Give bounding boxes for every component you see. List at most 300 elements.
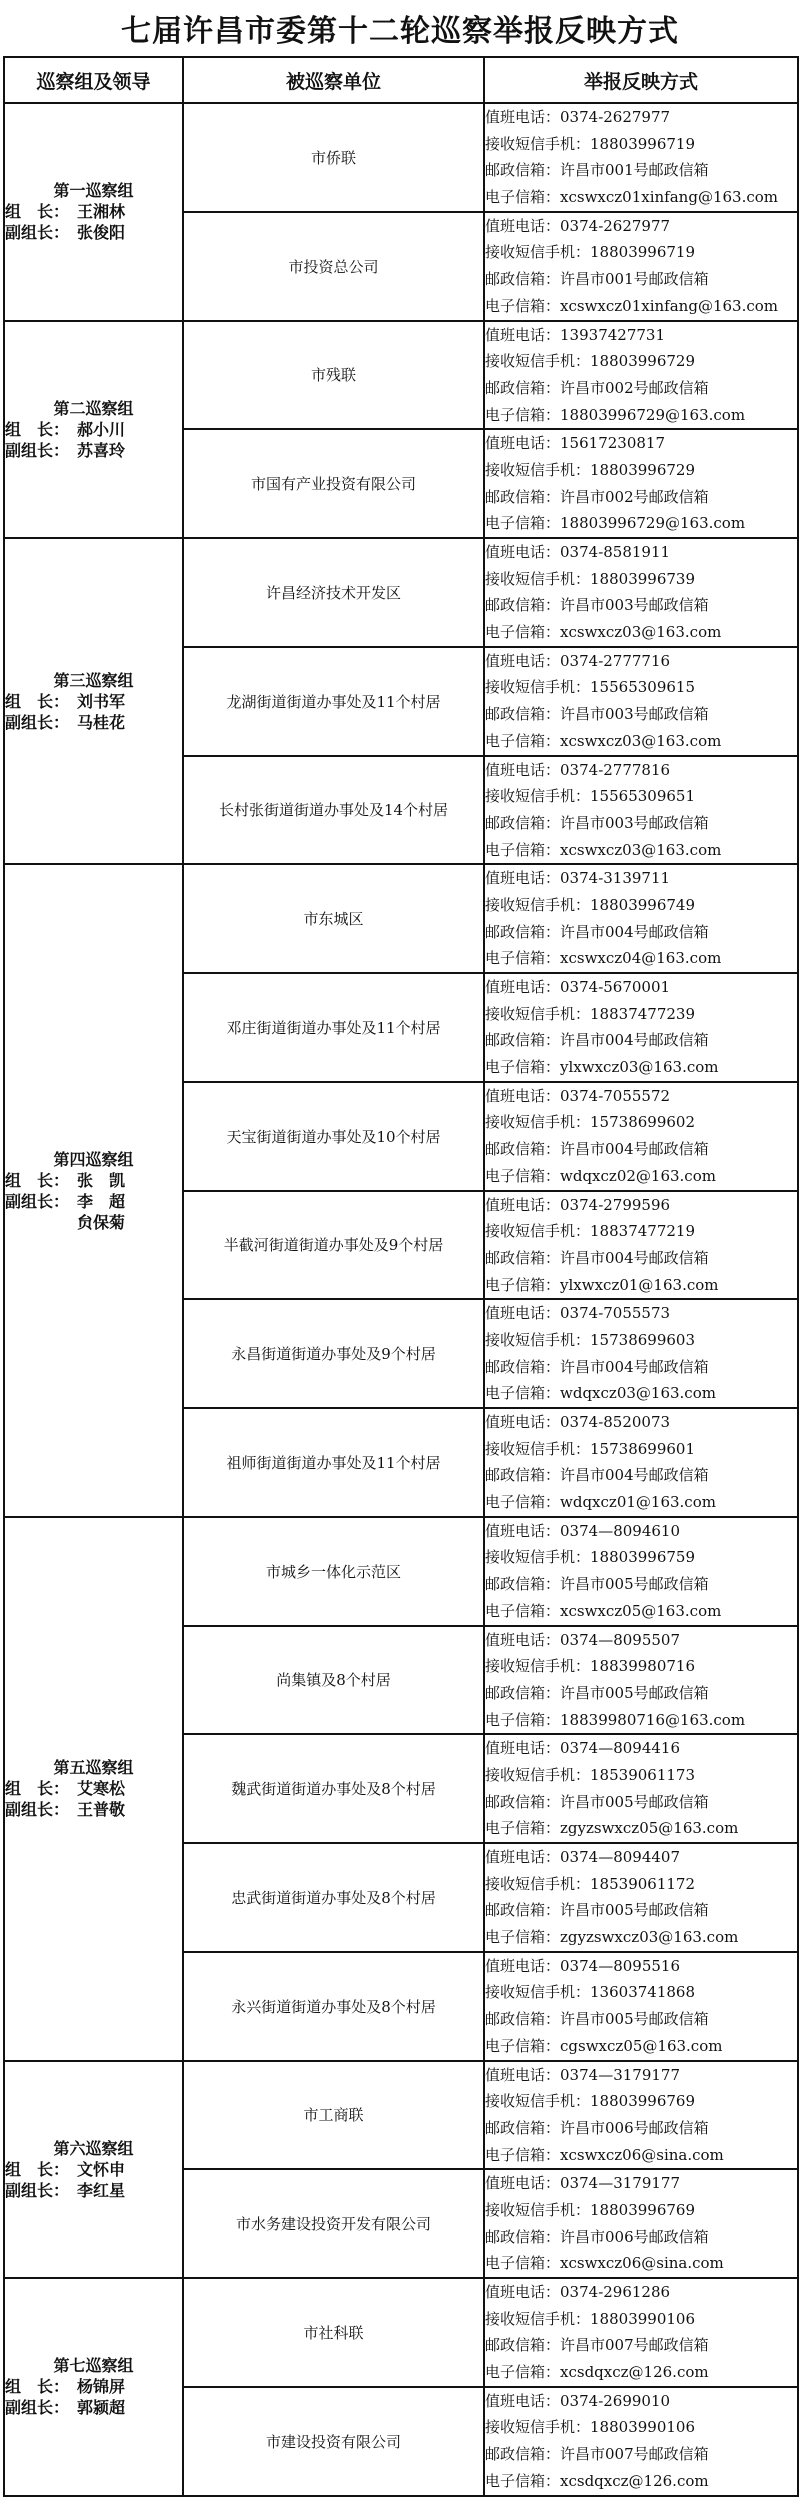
sms-phone-line: [485, 2197, 797, 2224]
sms-phone-line-value: 18803996749: [590, 895, 695, 914]
sms-phone-line-label: 接收短信手机：: [485, 1222, 591, 1241]
email-line: [485, 2142, 797, 2169]
group-leader-name: 郝小川: [77, 419, 126, 439]
duty-phone-line-value: 0374—3179177: [560, 2065, 680, 2084]
duty-phone-line-label: 值班电话：: [485, 543, 561, 561]
email-line-value: xcswxcz06@sina.com: [560, 2145, 724, 2164]
sms-phone-line-value: 18803996739: [590, 569, 695, 588]
sms-phone-line-label: 接收短信手机：: [485, 243, 591, 262]
group-deputy-name: 苏喜玲: [77, 440, 126, 460]
sms-phone-line-value: 13603741868: [590, 1983, 695, 2002]
mailbox-line-value: 许昌市004号邮政信箱: [560, 1140, 709, 1159]
sms-phone-line-label: 接收短信手机：: [485, 134, 591, 153]
table-row: [4, 538, 798, 647]
contact-cell: [484, 1408, 798, 1517]
group-leader: [5, 2376, 182, 2397]
contact-cell: [484, 1299, 798, 1408]
inspected-unit: 忠武街道街道办事处及8个村居: [183, 1843, 484, 1952]
sms-phone-line-label: 接收短信手机：: [485, 1439, 591, 1458]
sms-phone-line-label: 接收短信手机：: [485, 678, 591, 697]
duty-phone-line-value: 0374—8095507: [560, 1630, 680, 1649]
group-deputy: [5, 1191, 182, 1212]
group-name: 第二巡察组: [53, 398, 134, 418]
contact-cell: [484, 321, 798, 430]
duty-phone-line-value: 0374-5670001: [560, 978, 671, 996]
table-row: [4, 2278, 798, 2387]
email-line-value: 18803996729@163.com: [560, 405, 746, 424]
email-line-value: xcswxcz03@163.com: [560, 731, 722, 750]
duty-phone-line-value: 0374-2699010: [560, 2391, 671, 2410]
email-line: [485, 1272, 797, 1299]
sms-phone-line-label: 接收短信手机：: [485, 1330, 591, 1349]
email-line-label: 电子信箱：: [485, 840, 561, 859]
group-deputy: [5, 440, 182, 461]
mailbox-line-value: 许昌市004号邮政信箱: [560, 1248, 709, 1267]
contact-cell: [484, 973, 798, 1082]
sms-phone-line-value: 18539061173: [590, 1765, 695, 1784]
group-leader-label: 组 长：: [5, 2159, 70, 2179]
duty-phone-line-label: 值班电话：: [485, 760, 561, 779]
sms-phone-line: [485, 1218, 797, 1245]
sms-phone-line-label: 接收短信手机：: [485, 1983, 591, 2002]
group-leader-label: 组 长：: [5, 1170, 70, 1190]
mailbox-line-value: 许昌市003号邮政信箱: [560, 813, 709, 832]
mailbox-line-label: 邮政信箱：: [485, 1792, 561, 1811]
group-leaders-block: [5, 1757, 182, 1820]
group-leaders-block: [5, 398, 182, 461]
sms-phone-line-value: 18803996729: [590, 352, 695, 371]
sms-phone-line: [485, 566, 797, 593]
sms-phone-line-label: 接收短信手机：: [485, 2309, 591, 2328]
inspected-unit: 市社科联: [183, 2278, 484, 2387]
mailbox-line: [485, 2224, 797, 2251]
document-title: 七届许昌市委第十二轮巡察举报反映方式: [121, 14, 679, 49]
sms-phone-line-label: 接收短信手机：: [485, 1548, 591, 1567]
group-deputy-name: 张俊阳: [77, 223, 126, 243]
email-line: [485, 1707, 797, 1734]
email-line: [485, 2250, 797, 2277]
group-name: 第七巡察组: [53, 2356, 134, 2376]
sms-phone-line: [485, 131, 797, 158]
report-table: [3, 56, 799, 2497]
email-line-value: xcswxcz03@163.com: [560, 623, 722, 642]
mailbox-line: [485, 1354, 797, 1381]
mailbox-line-value: 许昌市001号邮政信箱: [560, 161, 709, 180]
mailbox-line-value: 许昌市002号邮政信箱: [560, 378, 709, 397]
email-line: [485, 293, 797, 320]
group-deputy: [5, 1212, 182, 1233]
email-line: [485, 184, 797, 211]
mailbox-line-value: 许昌市004号邮政信箱: [560, 1031, 709, 1050]
mailbox-line: [485, 2441, 797, 2468]
group-deputy-label: 副组长：: [5, 712, 70, 732]
mailbox-line: [485, 592, 797, 619]
group-deputy-label: 副组长：: [5, 440, 70, 460]
group-leader: [5, 1170, 182, 1191]
group-leader-label: 组 长：: [5, 419, 70, 439]
contact-cell: [484, 1191, 798, 1300]
mailbox-line: [485, 1897, 797, 1924]
group-name: 第四巡察组: [53, 1149, 134, 1169]
duty-phone-line: [485, 1844, 797, 1871]
duty-phone-line-label: 值班电话：: [485, 869, 561, 888]
duty-phone-line: [485, 2170, 797, 2197]
email-line-label: 电子信箱：: [485, 949, 561, 968]
group-leader-name: 杨锦屏: [77, 2377, 126, 2397]
email-line: [485, 510, 797, 537]
duty-phone-line-value: 0374—8095516: [560, 1956, 680, 1975]
duty-phone-line: [485, 2388, 797, 2415]
sms-phone-line: [485, 1979, 797, 2006]
duty-phone-line: [485, 104, 797, 131]
group-leaders-block: [5, 2355, 182, 2418]
email-line-value: xcswxcz01xinfang@163.com: [560, 188, 778, 207]
sms-phone-line-value: 15565309615: [590, 678, 695, 697]
email-line-value: ylxwxcz01@163.com: [560, 1275, 719, 1294]
email-line-value: wdqxcz01@163.com: [560, 1493, 716, 1512]
email-line-value: xcsdqxcz@126.com: [560, 2363, 709, 2382]
sms-phone-line-label: 接收短信手机：: [485, 2418, 591, 2437]
group-deputy-label: 副组长：: [5, 1191, 70, 1211]
mailbox-line: [485, 157, 797, 184]
email-line-value: 18839980716@163.com: [560, 1710, 746, 1729]
mailbox-line: [485, 1027, 797, 1054]
duty-phone-line: [485, 1953, 797, 1980]
duty-phone-line-label: 值班电话：: [485, 2283, 561, 2301]
table-header-row: [4, 57, 798, 103]
sms-phone-line: [485, 2306, 797, 2333]
duty-phone-line: [485, 1083, 797, 1110]
inspected-unit: 尚集镇及8个村居: [183, 1626, 484, 1735]
mailbox-line-label: 邮政信箱：: [485, 1357, 561, 1376]
duty-phone-line: [485, 539, 797, 566]
duty-phone-line: [485, 757, 797, 784]
sms-phone-line-value: 18837477219: [590, 1222, 695, 1241]
email-line: [485, 1489, 797, 1516]
group-leaders-block: [5, 1149, 182, 1233]
group-name: 第三巡察组: [53, 670, 134, 690]
table-row: [4, 321, 798, 430]
sms-phone-line-value: 15738699601: [590, 1439, 695, 1458]
email-line: [485, 1163, 797, 1190]
group-deputy-name: 郭颍超: [77, 2398, 126, 2418]
duty-phone-line-value: 0374—3179177: [560, 2174, 680, 2193]
email-line-value: zgyzswxcz05@163.com: [560, 1819, 739, 1838]
duty-phone-line-value: 0374-8581911: [560, 543, 671, 561]
mailbox-line-label: 邮政信箱：: [485, 2227, 561, 2246]
email-line: [485, 2468, 797, 2495]
duty-phone-line-value: 0374-2777816: [560, 760, 671, 779]
group-leader: [5, 419, 182, 440]
email-line: [485, 1380, 797, 1407]
mailbox-line: [485, 919, 797, 946]
group-deputy: [5, 2180, 182, 2201]
duty-phone-line-label: 值班电话：: [485, 108, 561, 126]
email-line-value: zgyzswxcz03@163.com: [560, 1928, 739, 1947]
duty-phone-line: [485, 1735, 797, 1762]
mailbox-line-label: 邮政信箱：: [485, 813, 561, 832]
inspection-group-cell: [4, 864, 183, 1517]
email-line-label: 电子信箱：: [485, 188, 561, 207]
group-leader-name: 文怀申: [77, 2159, 126, 2179]
group-leader-name: 王湘林: [77, 202, 126, 222]
email-line: [485, 619, 797, 646]
mailbox-line: [485, 2115, 797, 2142]
sms-phone-line-value: 18803996719: [590, 243, 695, 262]
sms-phone-line-label: 接收短信手机：: [485, 1765, 591, 1784]
sms-phone-line-value: 18803996729: [590, 460, 695, 479]
duty-phone-line: [485, 648, 797, 675]
mailbox-line-label: 邮政信箱：: [485, 705, 561, 724]
mailbox-line: [485, 2006, 797, 2033]
mailbox-line-value: 许昌市002号邮政信箱: [560, 487, 709, 506]
mailbox-line: [485, 1571, 797, 1598]
email-line: [485, 728, 797, 755]
duty-phone-line-label: 值班电话：: [485, 2065, 561, 2084]
group-leader-name: 刘书军: [77, 691, 126, 711]
sms-phone-line-label: 接收短信手机：: [485, 1874, 591, 1893]
mailbox-line-label: 邮政信箱：: [485, 1031, 561, 1050]
sms-phone-line: [485, 457, 797, 484]
group-deputy: [5, 712, 182, 733]
email-line-value: xcswxcz04@163.com: [560, 949, 722, 968]
sms-phone-line-label: 接收短信手机：: [485, 352, 591, 371]
email-line-label: 电子信箱：: [485, 1819, 561, 1838]
email-line-value: xcswxcz06@sina.com: [560, 2254, 724, 2273]
duty-phone-line-label: 值班电话：: [485, 651, 561, 670]
contact-cell: [484, 1082, 798, 1191]
inspected-unit: 市建设投资有限公司: [183, 2387, 484, 2496]
group-deputy-label: 副组长：: [5, 223, 70, 243]
email-line: [485, 1924, 797, 1951]
duty-phone-line: [485, 1300, 797, 1327]
email-line-label: 电子信箱：: [485, 405, 561, 424]
group-deputy: [5, 222, 182, 243]
duty-phone-line-label: 值班电话：: [485, 216, 561, 235]
email-line-label: 电子信箱：: [485, 1710, 561, 1729]
sms-phone-line: [485, 1109, 797, 1136]
group-leader: [5, 1778, 182, 1799]
mailbox-line-value: 许昌市007号邮政信箱: [560, 2445, 709, 2464]
duty-phone-line-value: 0374-7055572: [560, 1086, 671, 1105]
mailbox-line-value: 许昌市007号邮政信箱: [560, 2336, 709, 2355]
sms-phone-line: [485, 348, 797, 375]
table-row: [4, 2061, 798, 2170]
sms-phone-line: [485, 239, 797, 266]
contact-cell: [484, 1843, 798, 1952]
duty-phone-line: [485, 213, 797, 240]
table-body: [4, 103, 798, 2496]
mailbox-line: [485, 810, 797, 837]
sms-phone-line-value: 15565309651: [590, 787, 695, 806]
header-group-leaders: 巡察组及领导: [4, 57, 183, 103]
inspected-unit: 市工商联: [183, 2061, 484, 2170]
inspected-unit: 市城乡一体化示范区: [183, 1517, 484, 1626]
inspected-unit: 天宝街道街道办事处及10个村居: [183, 1082, 484, 1191]
inspected-unit: 长村张街道街道办事处及14个村居: [183, 756, 484, 865]
inspection-group-cell: [4, 321, 183, 539]
group-leaders-block: [5, 180, 182, 243]
mailbox-line-label: 邮政信箱：: [485, 1575, 561, 1594]
mailbox-line-label: 邮政信箱：: [485, 270, 561, 289]
mailbox-line-label: 邮政信箱：: [485, 2010, 561, 2029]
email-line-value: ylxwxcz03@163.com: [560, 1058, 719, 1077]
duty-phone-line-label: 值班电话：: [485, 2391, 561, 2410]
email-line-value: xcswxcz03@163.com: [560, 840, 722, 859]
email-line-label: 电子信箱：: [485, 2471, 561, 2490]
mailbox-line-value: 许昌市006号邮政信箱: [560, 2118, 709, 2137]
group-deputy-label: 副组长：: [5, 1800, 70, 1820]
inspected-unit: 魏武街道街道办事处及8个村居: [183, 1734, 484, 1843]
group-name: 第五巡察组: [53, 1758, 134, 1778]
sms-phone-line: [485, 2088, 797, 2115]
contact-cell: [484, 1517, 798, 1626]
inspected-unit: 永昌街道街道办事处及9个村居: [183, 1299, 484, 1408]
duty-phone-line-label: 值班电话：: [485, 1195, 561, 1214]
mailbox-line-value: 许昌市003号邮政信箱: [560, 596, 709, 615]
mailbox-line-label: 邮政信箱：: [485, 1140, 561, 1159]
group-deputy-name: 贠保菊: [77, 1212, 126, 1232]
duty-phone-line-label: 值班电话：: [485, 1304, 561, 1323]
duty-phone-line: [485, 1192, 797, 1219]
sms-phone-line-value: 18839980716: [590, 1657, 695, 1676]
duty-phone-line: [485, 2279, 797, 2306]
table-row: [4, 1517, 798, 1626]
inspection-group-cell: [4, 103, 183, 321]
duty-phone-line-value: 0374-2799596: [560, 1195, 671, 1214]
contact-cell: [484, 647, 798, 756]
group-leader-label: 组 长：: [5, 1779, 70, 1799]
sms-phone-line: [485, 892, 797, 919]
group-leader-label: 组 长：: [5, 202, 70, 222]
sms-phone-line-label: 接收短信手机：: [485, 2200, 591, 2219]
sms-phone-line: [485, 674, 797, 701]
group-deputy-name: 李 超: [77, 1191, 126, 1211]
duty-phone-line-label: 值班电话：: [485, 2174, 561, 2193]
duty-phone-line-label: 值班电话：: [485, 325, 561, 344]
group-deputy-label: 副组长：: [5, 2180, 70, 2200]
mailbox-line: [485, 375, 797, 402]
duty-phone-line: [485, 430, 797, 457]
group-deputy-name: 王普敬: [77, 1800, 126, 1820]
sms-phone-line: [485, 1871, 797, 1898]
email-line-value: wdqxcz02@163.com: [560, 1166, 716, 1185]
group-leader: [5, 201, 182, 222]
email-line: [485, 402, 797, 429]
sms-phone-line-label: 接收短信手机：: [485, 569, 591, 588]
mailbox-line: [485, 701, 797, 728]
inspected-unit: 半截河街道街道办事处及9个村居: [183, 1191, 484, 1300]
email-line-label: 电子信箱：: [485, 514, 561, 533]
sms-phone-line-value: 18803996769: [590, 2200, 695, 2219]
sms-phone-line: [485, 1762, 797, 1789]
group-leader-name: 张 凯: [77, 1170, 126, 1190]
duty-phone-line-value: 15617230817: [560, 434, 665, 453]
mailbox-line-label: 邮政信箱：: [485, 2118, 561, 2137]
mailbox-line-label: 邮政信箱：: [485, 1683, 561, 1702]
duty-phone-line-value: 0374-8520073: [560, 1413, 671, 1431]
mailbox-line: [485, 1462, 797, 1489]
sms-phone-line-value: 18803990106: [590, 2309, 695, 2328]
sms-phone-line-value: 18539061172: [590, 1874, 695, 1893]
duty-phone-line-value: 0374-3139711: [560, 869, 671, 888]
email-line-value: cgswxcz05@163.com: [560, 2036, 723, 2055]
mailbox-line-label: 邮政信箱：: [485, 161, 561, 180]
mailbox-line-value: 许昌市005号邮政信箱: [560, 1575, 709, 1594]
email-line-label: 电子信箱：: [485, 2363, 561, 2382]
mailbox-line-value: 许昌市005号邮政信箱: [560, 1792, 709, 1811]
email-line: [485, 1054, 797, 1081]
sms-phone-line: [485, 1653, 797, 1680]
sms-phone-line: [485, 1436, 797, 1463]
inspected-unit: 市残联: [183, 321, 484, 430]
email-line-value: xcswxcz05@163.com: [560, 1601, 722, 1620]
inspection-group-cell: [4, 2278, 183, 2496]
duty-phone-line-label: 值班电话：: [485, 1848, 561, 1866]
duty-phone-line-value: 0374-2777716: [560, 651, 671, 670]
group-leader: [5, 691, 182, 712]
mailbox-line: [485, 1789, 797, 1816]
mailbox-line-label: 邮政信箱：: [485, 378, 561, 397]
group-deputy: [5, 1799, 182, 1820]
group-deputy: [5, 2397, 182, 2418]
inspected-unit: 市侨联: [183, 103, 484, 212]
contact-cell: [484, 2278, 798, 2387]
email-line-label: 电子信箱：: [485, 731, 561, 750]
header-report-method: 举报反映方式: [484, 57, 798, 103]
email-line: [485, 1598, 797, 1625]
sms-phone-line: [485, 1544, 797, 1571]
sms-phone-line-value: 15738699603: [590, 1330, 695, 1349]
mailbox-line: [485, 1245, 797, 1272]
email-line-label: 电子信箱：: [485, 1601, 561, 1620]
mailbox-line: [485, 1136, 797, 1163]
group-deputy-name: 李红星: [77, 2180, 126, 2200]
contact-cell: [484, 429, 798, 538]
group-leader-label: 组 长：: [5, 2377, 70, 2397]
inspected-unit: 市水务建设投资开发有限公司: [183, 2169, 484, 2278]
sms-phone-line: [485, 1001, 797, 1028]
email-line-label: 电子信箱：: [485, 1275, 561, 1294]
mailbox-line-label: 邮政信箱：: [485, 922, 561, 941]
contact-cell: [484, 756, 798, 865]
sms-phone-line-value: 18837477239: [590, 1004, 695, 1023]
sms-phone-line-value: 18803996759: [590, 1548, 695, 1567]
duty-phone-line-label: 值班电话：: [485, 1956, 561, 1975]
email-line-label: 电子信箱：: [485, 1058, 561, 1077]
email-line-label: 电子信箱：: [485, 2036, 561, 2055]
sms-phone-line-label: 接收短信手机：: [485, 460, 591, 479]
sms-phone-line: [485, 783, 797, 810]
duty-phone-line-label: 值班电话：: [485, 1630, 561, 1649]
mailbox-line-value: 许昌市006号邮政信箱: [560, 2227, 709, 2246]
inspection-group-cell: [4, 538, 183, 864]
duty-phone-line: [485, 974, 797, 1001]
duty-phone-line-label: 值班电话：: [485, 1521, 561, 1540]
sms-phone-line-value: 18803996719: [590, 134, 695, 153]
group-deputy-name: 马桂花: [77, 712, 126, 732]
mailbox-line: [485, 1680, 797, 1707]
inspected-unit: 许昌经济技术开发区: [183, 538, 484, 647]
email-line-label: 电子信箱：: [485, 2145, 561, 2164]
contact-cell: [484, 2387, 798, 2496]
duty-phone-line: [485, 322, 797, 349]
sms-phone-line-label: 接收短信手机：: [485, 2092, 591, 2111]
duty-phone-line-label: 值班电话：: [485, 1413, 561, 1431]
mailbox-line-label: 邮政信箱：: [485, 487, 561, 506]
mailbox-line-value: 许昌市004号邮政信箱: [560, 1357, 709, 1376]
email-line-label: 电子信箱：: [485, 1384, 561, 1403]
